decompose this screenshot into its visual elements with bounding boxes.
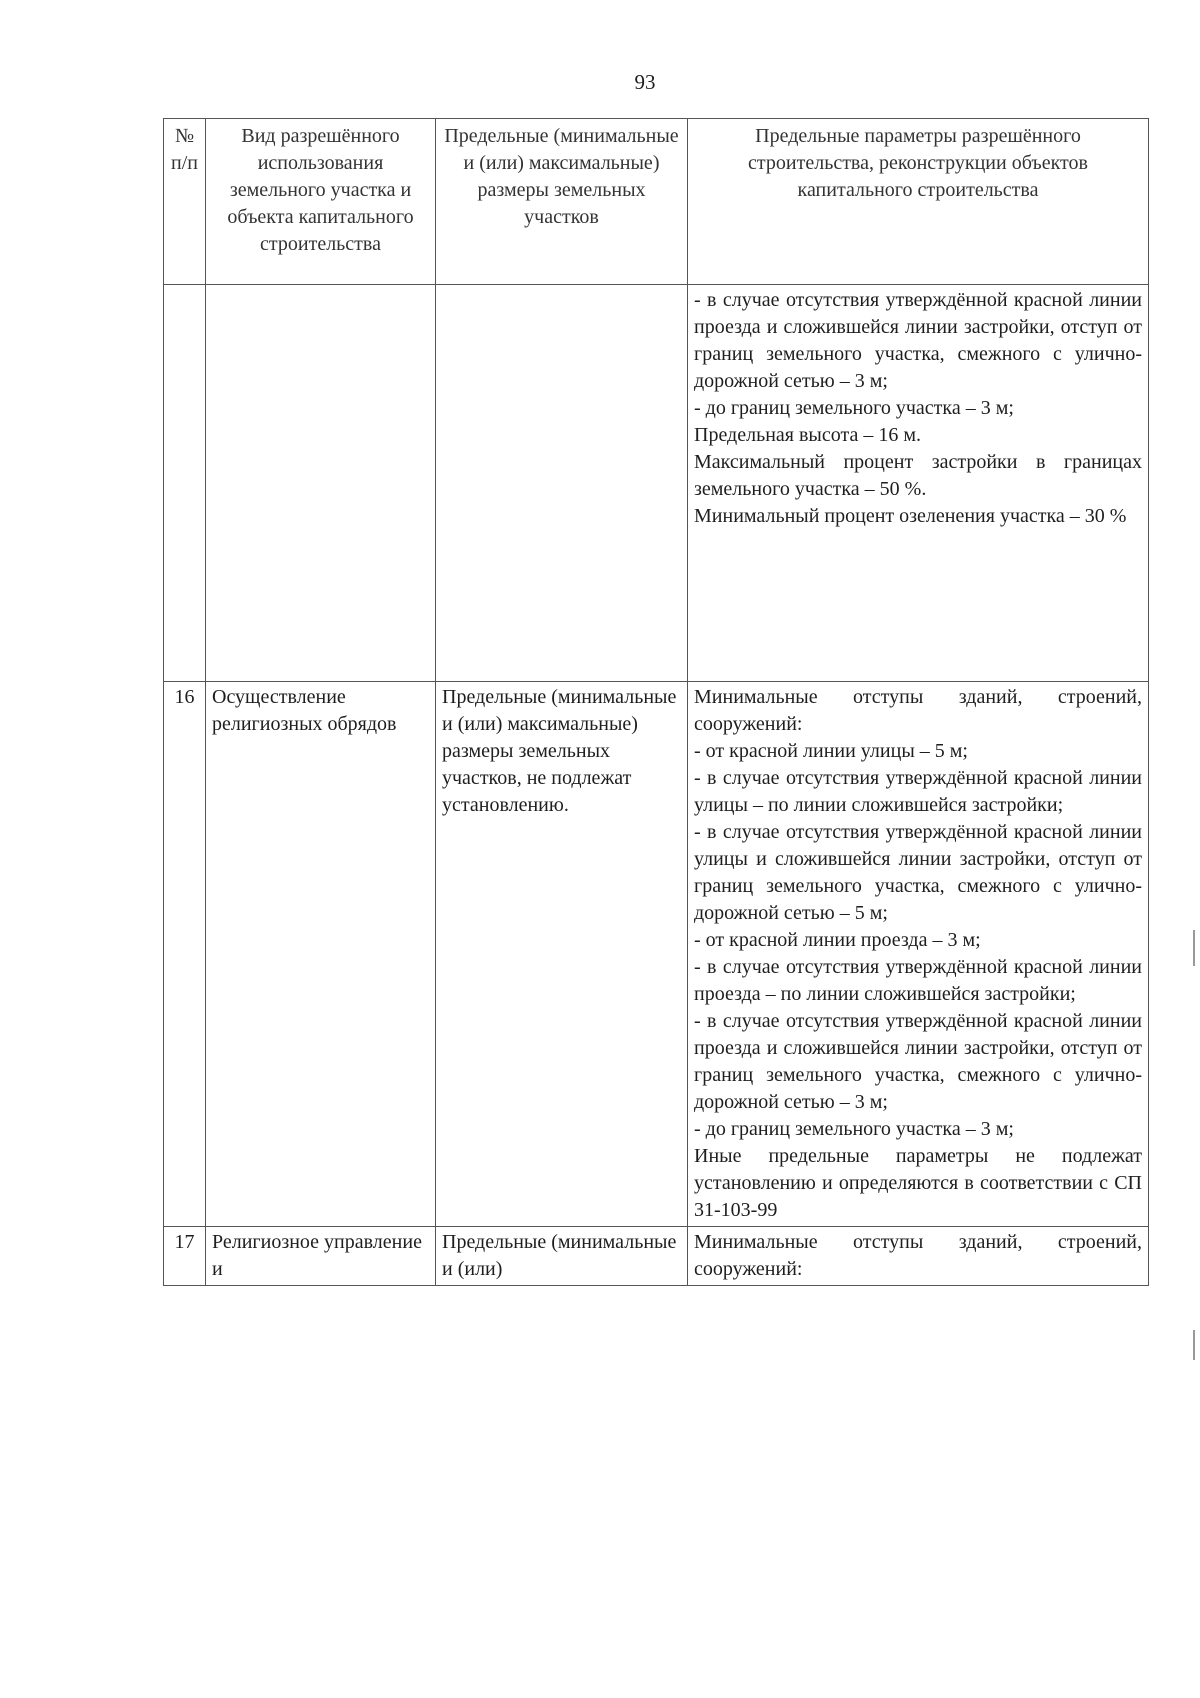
cell-num: 17: [164, 1227, 206, 1286]
param-line: Минимальные отступы зданий, строений, сооружений:: [694, 1231, 1142, 1280]
cell-size: Предельные (минимальные и (или) максимальные) размеры земельных участков, не подлежат установлению.: [436, 682, 688, 1227]
cell-params-continuation: [688, 285, 1149, 682]
cell-use-empty: [206, 285, 436, 682]
page-number: 93: [634, 70, 656, 94]
cell-params: [688, 1227, 1149, 1286]
param-line: - до границ земельного участка – 3 м;: [694, 397, 1014, 419]
cell-num: 16: [164, 682, 206, 1227]
header-params: Предельные параметры разрешённого строительства, реконструкции объектов капитального строительства: [688, 119, 1149, 285]
param-line: - в случае отсутствия утверждённой красной линии улицы – по линии сложившейся застройки;: [694, 767, 1142, 816]
cell-params: [688, 682, 1149, 1227]
cell-size-empty: [436, 285, 688, 682]
cell-num-empty: [164, 285, 206, 682]
scan-margin-mark: [1193, 1330, 1195, 1360]
header-num: № п/п: [164, 119, 206, 285]
regulations-table: [163, 118, 1149, 1286]
table-row-16: [164, 682, 1149, 1227]
param-line: - от красной линии проезда – 3 м;: [694, 929, 981, 951]
param-line: Минимальный процент озеленения участка – 30 %: [694, 505, 1127, 527]
param-line: - в случае отсутствия утверждённой красной линии проезда и сложившейся линии застройки, отступ от границ земельного участка, смежного с улично-дорожной сетью – 3 м;: [694, 289, 1142, 392]
header-size: Предельные (минимальные и (или) максимальные) размеры земельных участков: [436, 119, 688, 285]
param-line: - до границ земельного участка – 3 м;: [694, 1118, 1014, 1140]
param-line: - от красной линии улицы – 5 м;: [694, 740, 968, 762]
table-row-continuation: [164, 285, 1149, 682]
cell-use: Осуществление религиозных обрядов: [206, 682, 436, 1227]
param-line: - в случае отсутствия утверждённой красной линии проезда – по линии сложившейся застройки;: [694, 956, 1142, 1005]
param-line: Предельная высота – 16 м.: [694, 424, 922, 446]
param-line: Минимальные отступы зданий, строений, сооружений:: [694, 686, 1142, 735]
param-line: Максимальный процент застройки в границах земельного участка – 50 %.: [694, 451, 1142, 500]
table-row-17: [164, 1227, 1149, 1286]
cell-size: Предельные (минимальные и (или): [436, 1227, 688, 1286]
header-use: Вид разрешённого использования земельного участка и объекта капитального строительства: [206, 119, 436, 285]
param-line: - в случае отсутствия утверждённой красной линии проезда и сложившейся линии застройки, отступ от границ земельного участка, смежного с улично-дорожной сетью – 3 м;: [694, 1010, 1142, 1113]
cell-use: Религиозное управление и: [206, 1227, 436, 1286]
table-header-row: [164, 119, 1149, 285]
param-line: - в случае отсутствия утверждённой красной линии улицы и сложившейся линии застройки, отступ от границ земельного участка, смежного с улично-дорожной сетью – 5 м;: [694, 821, 1142, 924]
param-line: Иные предельные параметры не подлежат установлению и определяются в соответствии с СП 31-103-99: [694, 1145, 1142, 1221]
scan-margin-mark: [1193, 930, 1195, 966]
